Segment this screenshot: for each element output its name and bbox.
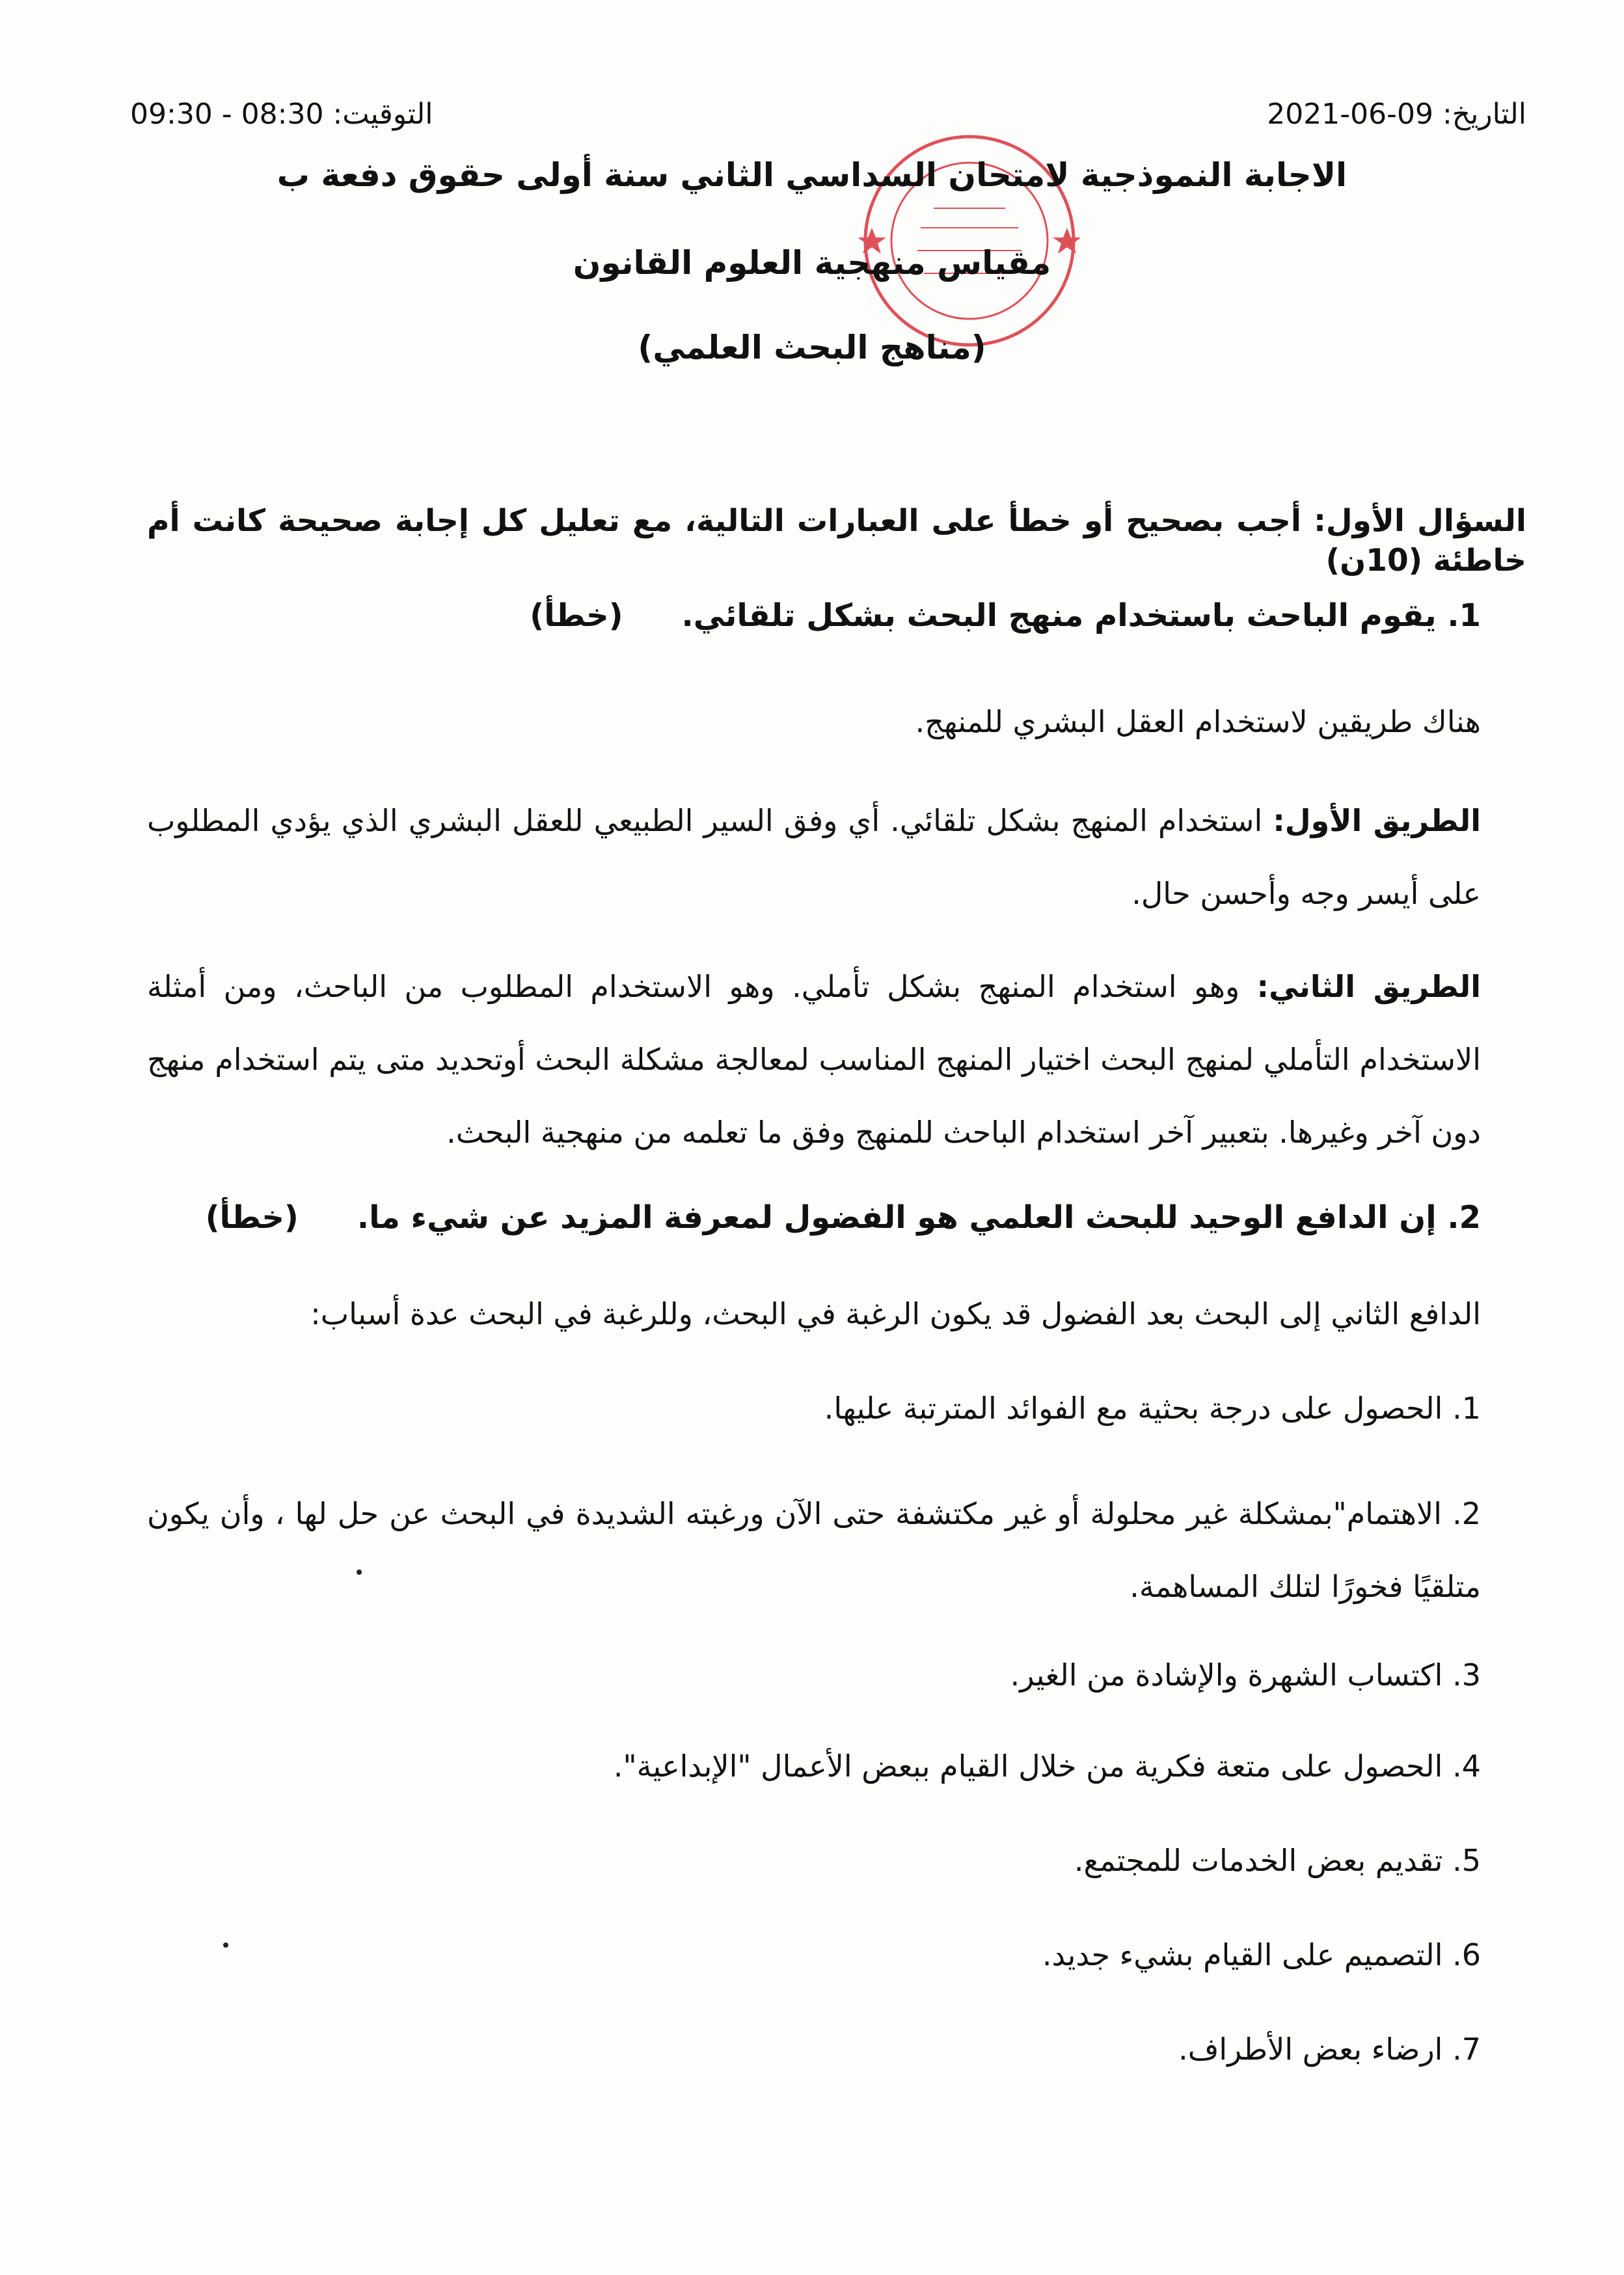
statement-2 xyxy=(147,1197,1481,1238)
scan-speck xyxy=(223,1942,228,1948)
way-1-text: استخدام المنهج بشكل تلقائي. أي وفق السير الطبيعي للعقل البشري الذي يؤدي المطلوب على أيسر وجه وأحسن حال. xyxy=(147,803,1481,911)
way-2-text: وهو استخدام المنهج بشكل تأملي. وهو الاستخدام المطلوب من الباحث، ومن أمثلة الاستخدام التأملي لمنهج البحث اختيار المنهج المناسب لمعالجة مشكلة البحث أوتحديد متى يتم استخدام منهج دون آخر وغيرها. بتعبير آخر استخدام الباحث للمنهج وفق ما تعلمه من منهجية البحث. xyxy=(147,969,1481,1150)
reason-item: 1. الحصول على درجة بحثية مع الفوائد المترتبة عليها. xyxy=(824,1391,1481,1426)
statement-1-intro: هناك طريقين لاستخدام العقل البشري للمنهج. xyxy=(915,704,1481,739)
way-1-label: الطريق الأول: xyxy=(1273,803,1481,838)
title-line-1: الاجابة النموذجية لامتحان السداسي الثاني سنة أولى حقوق دفعة ب xyxy=(277,156,1347,194)
statement-1-answer: (خطأ) xyxy=(530,597,623,634)
exam-date: التاريخ: 09-06-2021 xyxy=(1267,98,1526,131)
reason-item: 7. ارضاء بعض الأطراف. xyxy=(1178,2032,1481,2067)
way-2-paragraph xyxy=(147,950,1481,1169)
title-line-2: مقياس منهجية العلوم القانون xyxy=(573,244,1051,282)
title-line-3: (مناهج البحث العلمي) xyxy=(638,329,986,366)
statement-2-answer: (خطأ) xyxy=(205,1199,299,1236)
scan-speck xyxy=(357,1570,362,1575)
reason-item: 6. التصميم على القيام بشيء جديد. xyxy=(1042,1937,1481,1972)
way-1-paragraph xyxy=(147,784,1481,930)
exam-time: التوقيت: 08:30 - 09:30 xyxy=(130,98,433,131)
reason-item: 5. تقديم بعض الخدمات للمجتمع. xyxy=(1074,1843,1481,1878)
question-1-heading: السؤال الأول: أجب بصحيح أو خطأ على العبارات التالية، مع تعليل كل إجابة صحيحة كانت أم خاطئة (10ن) xyxy=(147,503,1526,579)
statement-1 xyxy=(147,595,1481,636)
reason-item: 4. الحصول على متعة فكرية من خلال القيام ببعض الأعمال "الإبداعية". xyxy=(613,1749,1481,1784)
statement-2-intro: الدافع الثاني إلى البحث بعد الفضول قد يكون الرغبة في البحث، وللرغبة في البحث عدة أسباب: xyxy=(310,1296,1481,1331)
reason-item: 2. الاهتمام"بمشكلة غير محلولة أو غير مكتشفة حتى الآن ورغبته الشديدة في البحث عن حل لها ، وأن يكون متلقيًا فخورًا لتلك المساهمة. xyxy=(147,1496,1481,1604)
reason-item: 3. اكتساب الشهرة والإشادة من الغير. xyxy=(1010,1657,1481,1693)
statement-1-text: 1. يقوم الباحث باستخدام منهج البحث بشكل تلقائي. xyxy=(681,597,1481,634)
way-2-label: الطريق الثاني: xyxy=(1256,969,1481,1004)
statement-2-text: 2. إن الدافع الوحيد للبحث العلمي هو الفضول لمعرفة المزيد عن شيء ما. xyxy=(357,1199,1481,1236)
